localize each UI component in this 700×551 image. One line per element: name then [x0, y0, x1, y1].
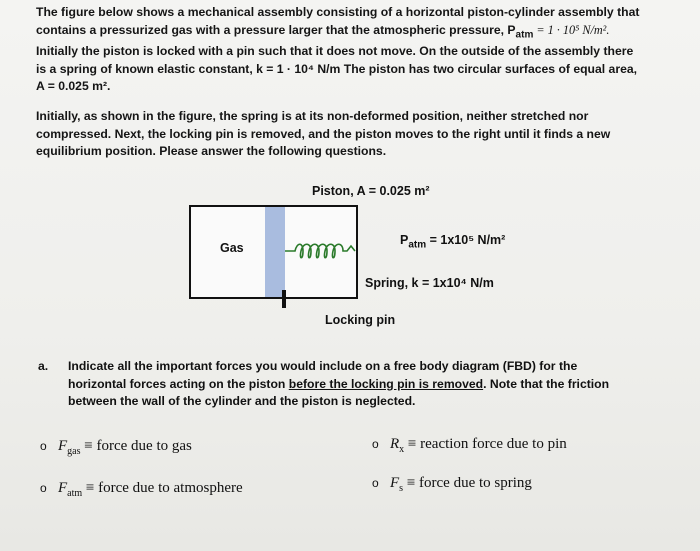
setup-line-3: equilibrium position. Please answer the following questions. [36, 144, 387, 158]
intro-line-2: contains a pressurized gas with a pressure larger that the atmospheric pressure, $P_{atm} = 1 \cdot 10^5$ N/m². [36, 22, 610, 40]
setup-line-2: compressed. Next, the locking pin is removed, and the piston moves to the right until it finds a new [36, 126, 611, 141]
patm-label: $P_{atm} = 1x10^5$ N/m² [400, 233, 506, 251]
option-bullet: o [40, 481, 47, 495]
option-fs[interactable]: o $F_s$ ≡ force due to spring [372, 475, 532, 494]
question-a [38, 358, 638, 411]
question-line-1: Indicate all the important forces you would include on a free body diagram (FBD) for the [68, 359, 578, 373]
setup-line-1: Initially, as shown in the figure, the spring is at its non-deformed position, neither stretched nor [36, 109, 589, 123]
piston [265, 207, 285, 297]
intro-paragraph [36, 4, 676, 96]
option-bullet: o [372, 437, 379, 451]
gas-label: Gas [220, 241, 244, 255]
intro-line-5: A = 0.025 m². [36, 79, 111, 94]
intro-line-3: Initially the piston is locked with a pin such that it does not move. On the outside of the assembly there [36, 44, 634, 59]
option-rx[interactable]: o $R_x$ ≡ reaction force due to pin [372, 436, 567, 455]
option-fgas[interactable]: o $F_{gas}$ ≡ force due to gas [40, 438, 192, 457]
question-line-2: horizontal forces acting on the piston before the locking pin is removed. Note that the friction [68, 376, 610, 391]
intro-line-1: The figure below shows a mechanical assembly consisting of a horizontal piston-cylinder assembly that [36, 5, 640, 19]
intro-line-4: is a spring of known elastic constant, k = 1 · 10⁴ N/m The piston has two circular surfaces of equal area, [36, 61, 638, 76]
option-bullet: o [40, 439, 47, 453]
locking-pin-label: Locking pin [325, 313, 396, 327]
spring-icon [285, 240, 365, 262]
option-bullet: o [372, 476, 379, 490]
question-line-3: between the wall of the cylinder and the piston is neglected. [68, 394, 416, 408]
setup-paragraph [36, 108, 676, 161]
spring-label: Spring, k = 1x10⁴ N/m [365, 276, 494, 290]
locking-pin [282, 290, 286, 308]
figure-title: Piston, A = 0.025 m² [312, 184, 430, 198]
option-fatm[interactable]: o $F_{atm}$ ≡ force due to atmosphere [40, 480, 243, 499]
question-number: a. [38, 359, 49, 373]
